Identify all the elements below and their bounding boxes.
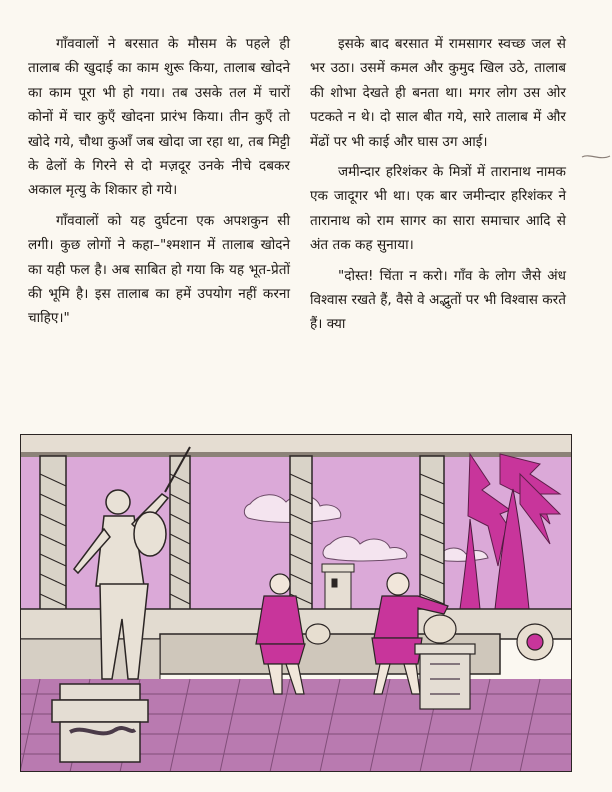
right-paragraph-3: "दोस्त! चिंता न करो। गाँव के लोग जैसे अंध विश्वास रखते हैं, वैसे वे अद्भुतों पर भी विश्वास करते हैं। क्या	[310, 267, 566, 333]
margin-mark	[580, 150, 612, 164]
left-paragraph-2: गाँववालों को यह दुर्घटना एक अपशकुन सी लगी। कुछ लोगों ने कहा–"श्मशान में तालाब खोदने का यही फल है। अब साबित हो गया कि यह भूत-प्रेतों की भूमि है। इस तालाब का हमें उपयोग नहीं करना चाहिए।"	[28, 212, 290, 327]
left-paragraph-1: गाँववालों ने बरसात के मौसम के पहले ही तालाब की खुदाई का काम शुरू किया, तालाब खोदने का काम पूरा भी हो गया। तब उसके तल में चारों कोनों में चार कुएँ खोदना प्रारंभ किया। तीन कुएँ तो खोदे गये, चौथा कुआँ जब खोदा जा रहा था, तब मिट्टी के ढेलों के गिरने से दो मज़दूर उनके नीचे दबकर अकाल मृत्यु के शिकार हो गये।	[28, 36, 290, 199]
small-table	[415, 644, 475, 709]
right-paragraph-2: जमीन्दार हरिशंकर के मित्रों में तारानाथ नामक एक जादूगर भी था। एक बार जमीन्दार हरिशंकर ने तारानाथ को राम सागर का सारा समाचार आदि से अंत तक कह सुनाया।	[310, 164, 566, 254]
statue-pedestal	[52, 684, 148, 762]
right-text-column	[310, 32, 566, 343]
fort-tower	[322, 564, 354, 609]
left-text-column	[28, 32, 290, 337]
right-paragraph-1: इसके बाद बरसात में रामसागर स्वच्छ जल से भर उठा। उसमें कमल और कुमुद खिल उठे, तालाब की शोभा देखते ही बनता था। मगर लोग उस ओर पटकते न थे। दो साल बीत गये, सारे तालाब में और मेंढों पर भी काई और घास उग आई।	[310, 36, 566, 150]
story-illustration	[20, 434, 572, 772]
